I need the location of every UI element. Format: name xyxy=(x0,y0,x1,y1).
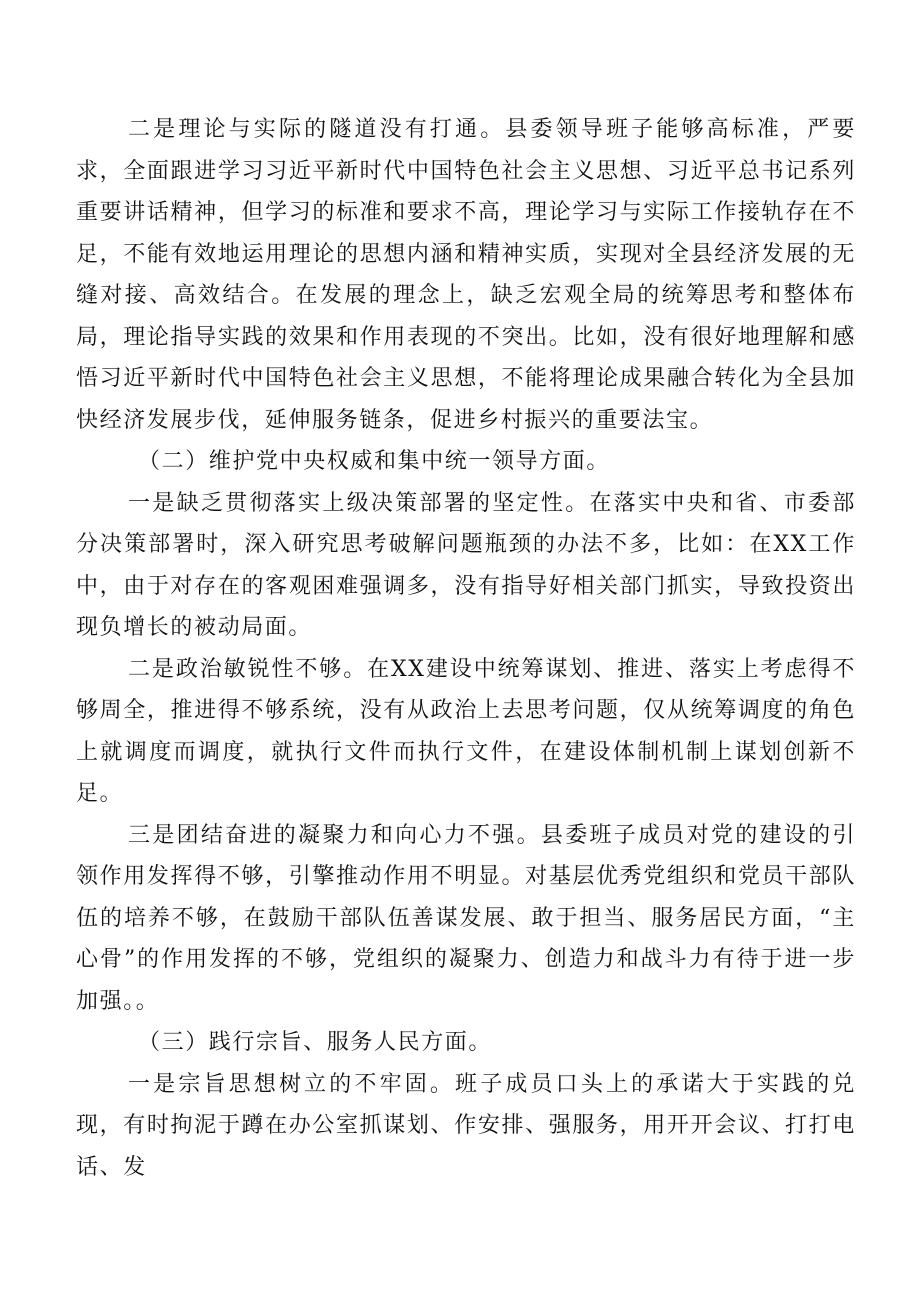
section-heading-3: （三）践行宗旨、服务人民方面。 xyxy=(138,1030,493,1055)
document-body xyxy=(76,109,856,1188)
paragraph-political-sensitivity: 二是政治敏锐性不够。在XX建设中统筹谋划、推进、落实上考虑得不够周全，推进得不够系统，没有从政治上去思考问题，仅从统筹调度的角色上就调度而调度，就执行文件而执行文件，在建设体制机制上谋划创新不足。 xyxy=(76,656,856,806)
paragraph-decision-implementation: 一是缺乏贯彻落实上级决策部署的坚定性。在落实中央和省、市委部分决策部署时，深入研究思考破解问题瓶颈的办法不多，比如：在XX工作中，由于对存在的客观困难强调多，没有指导好相关部门抓实，导致投资出现负增长的被动局面。 xyxy=(76,490,856,640)
paragraph-theory-practice: 二是理论与实际的隧道没有打通。县委领导班子能够高标准，严要求，全面跟进学习习近平新时代中国特色社会主义思想、习近平总书记系列重要讲话精神，但学习的标准和要求不高，理论学习与实际工作接轨存在不足，不能有效地运用理论的思想内涵和精神实质，实现对全县经济发展的无缝对接、高效结合。在发展的理念上，缺乏宏观全局的统筹思考和整体布局，理论指导实践的效果和作用表现的不突出。比如，没有很好地理解和感悟习近平新时代中国特色社会主义思想，不能将理论成果融合转化为全县加快经济发展步伐，延伸服务链条，促进乡村振兴的重要法宝。 xyxy=(76,117,856,433)
paragraph-cohesion: 三是团结奋进的凝聚力和向心力不强。县委班子成员对党的建设的引领作用发挥得不够，引擎推动作用不明显。对基层优秀党组织和党员干部队伍的培养不够，在鼓励干部队伍善谋发展、敢于担当、服务居民方面，“主心骨”的作用发挥的不够，党组织的凝聚力、创造力和战斗力有待于进一步加强。。 xyxy=(76,822,856,1014)
section-heading-2: （二）维护党中央权威和集中统一领导方面。 xyxy=(138,449,611,474)
paragraph-purpose-thought: 一是宗旨思想树立的不牢固。班子成员口头上的承诺大于实践的兑现，有时拘泥于蹲在办公室抓谋划、作安排、强服务，用开开会议、打打电话、发 xyxy=(76,1071,856,1180)
